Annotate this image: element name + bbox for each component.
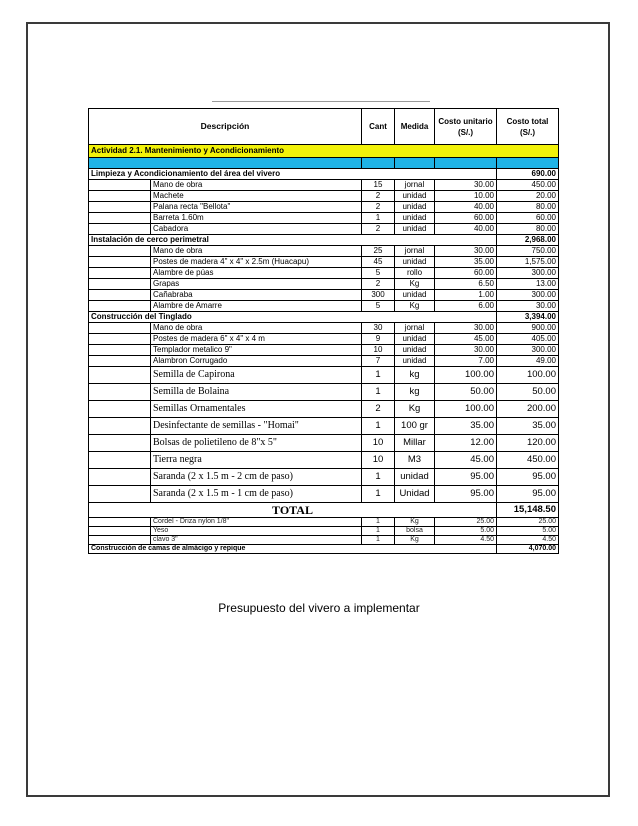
item-description: Grapas <box>151 279 362 290</box>
indent-cell <box>89 323 151 334</box>
indent-cell <box>89 384 151 401</box>
item-quantity: 1 <box>362 213 395 224</box>
item-total-cost: 300.00 <box>497 268 559 279</box>
item-total-cost: 30.00 <box>497 301 559 312</box>
section-header-row <box>89 169 559 180</box>
header-costo-total: Costo total (S/.) <box>497 109 559 145</box>
section-total: 4,070.00 <box>497 545 559 554</box>
item-unit-cost: 60.00 <box>435 213 497 224</box>
item-description: Desinfectante de semillas - "Homai" <box>151 418 362 435</box>
item-unit-cost: 7.00 <box>435 356 497 367</box>
item-quantity: 2 <box>362 401 395 418</box>
indent-cell <box>89 452 151 469</box>
item-quantity: 1 <box>362 486 395 503</box>
section-total: 3,394.00 <box>497 312 559 323</box>
table-row <box>89 202 559 213</box>
item-unit-cost: 4.50 <box>435 536 497 545</box>
item-unit-cost: 60.00 <box>435 268 497 279</box>
item-unit-cost: 95.00 <box>435 469 497 486</box>
item-description: Postes de madera 6" x 4" x 4 m <box>151 334 362 345</box>
item-quantity: 2 <box>362 279 395 290</box>
item-quantity: 5 <box>362 268 395 279</box>
item-quantity: 1 <box>362 367 395 384</box>
section-title: Instalación de cerco perimetral <box>89 235 497 246</box>
item-unit-cost: 100.00 <box>435 401 497 418</box>
item-quantity: 45 <box>362 257 395 268</box>
table-row <box>89 301 559 312</box>
item-unit: 100 gr <box>395 418 435 435</box>
item-total-cost: 405.00 <box>497 334 559 345</box>
item-unit: jornal <box>395 246 435 257</box>
item-description: Saranda (2 x 1.5 m - 2 cm de paso) <box>151 469 362 486</box>
indent-cell <box>89 527 151 536</box>
section-total: 690.00 <box>497 169 559 180</box>
item-unit: unidad <box>395 290 435 301</box>
figure-caption: Presupuesto del vivero a implementar <box>218 601 420 615</box>
item-total-cost: 20.00 <box>497 191 559 202</box>
table-row <box>89 180 559 191</box>
table-row <box>89 191 559 202</box>
item-description: Cordel - Driza nylon 1/8" <box>151 518 362 527</box>
item-description: Tierra negra <box>151 452 362 469</box>
item-total-cost: 35.00 <box>497 418 559 435</box>
item-total-cost: 13.00 <box>497 279 559 290</box>
section-header-row <box>89 235 559 246</box>
section-header-row <box>89 312 559 323</box>
item-quantity: 25 <box>362 246 395 257</box>
indent-cell <box>89 257 151 268</box>
item-quantity: 1 <box>362 518 395 527</box>
item-unit: bolsa <box>395 527 435 536</box>
section-title: Construcción del Tinglado <box>89 312 497 323</box>
item-description: Saranda (2 x 1.5 m - 1 cm de paso) <box>151 486 362 503</box>
table-row <box>89 334 559 345</box>
indent-cell <box>89 401 151 418</box>
item-unit: rollo <box>395 268 435 279</box>
table-row <box>89 257 559 268</box>
activity-row <box>89 145 559 158</box>
indent-cell <box>89 518 151 527</box>
item-unit-cost: 45.00 <box>435 452 497 469</box>
table-row <box>89 356 559 367</box>
table-header-row <box>89 109 559 145</box>
header-descripcion: Descripción <box>89 109 362 145</box>
indent-cell <box>89 213 151 224</box>
item-quantity: 10 <box>362 435 395 452</box>
item-description: Barreta 1.60m <box>151 213 362 224</box>
item-description: Yeso <box>151 527 362 536</box>
indent-cell <box>89 279 151 290</box>
item-total-cost: 450.00 <box>497 452 559 469</box>
indent-cell <box>89 418 151 435</box>
item-total-cost: 5.00 <box>497 527 559 536</box>
indent-cell <box>89 367 151 384</box>
item-quantity: 1 <box>362 536 395 545</box>
item-description: clavo 3" <box>151 536 362 545</box>
item-total-cost: 450.00 <box>497 180 559 191</box>
item-total-cost: 120.00 <box>497 435 559 452</box>
table-row <box>89 418 559 435</box>
item-total-cost: 50.00 <box>497 384 559 401</box>
item-unit: unidad <box>395 345 435 356</box>
item-total-cost: 200.00 <box>497 401 559 418</box>
item-quantity: 15 <box>362 180 395 191</box>
item-total-cost: 25.00 <box>497 518 559 527</box>
table-row <box>89 527 559 536</box>
header-costo-unitario: Costo unitario (S/.) <box>435 109 497 145</box>
blue-separator-row <box>89 158 559 169</box>
item-quantity: 1 <box>362 469 395 486</box>
item-quantity: 1 <box>362 384 395 401</box>
item-unit-cost: 35.00 <box>435 257 497 268</box>
item-unit: unidad <box>395 356 435 367</box>
item-unit-cost: 50.00 <box>435 384 497 401</box>
item-unit: Unidad <box>395 486 435 503</box>
item-description: Templador metalico 9" <box>151 345 362 356</box>
item-quantity: 2 <box>362 202 395 213</box>
table-row <box>89 435 559 452</box>
item-unit: unidad <box>395 469 435 486</box>
item-unit-cost: 6.50 <box>435 279 497 290</box>
item-unit: unidad <box>395 334 435 345</box>
indent-cell <box>89 268 151 279</box>
item-unit-cost: 1.00 <box>435 290 497 301</box>
section-title: Construcción de camas de almácigo y repique <box>89 545 497 554</box>
budget-table <box>88 108 559 554</box>
item-unit: unidad <box>395 213 435 224</box>
item-description: Mano de obra <box>151 180 362 191</box>
indent-cell <box>89 334 151 345</box>
table-row <box>89 268 559 279</box>
item-total-cost: 900.00 <box>497 323 559 334</box>
table-row <box>89 486 559 503</box>
item-unit: kg <box>395 367 435 384</box>
item-total-cost: 80.00 <box>497 224 559 235</box>
item-unit-cost: 30.00 <box>435 345 497 356</box>
table-row <box>89 323 559 334</box>
indent-cell <box>89 356 151 367</box>
item-unit-cost: 45.00 <box>435 334 497 345</box>
indent-cell <box>89 469 151 486</box>
item-description: Cabadora <box>151 224 362 235</box>
table-row <box>89 469 559 486</box>
item-description: Mano de obra <box>151 323 362 334</box>
item-quantity: 2 <box>362 191 395 202</box>
table-row <box>89 345 559 356</box>
item-quantity: 7 <box>362 356 395 367</box>
indent-cell <box>89 536 151 545</box>
table-row <box>89 246 559 257</box>
indent-cell <box>89 224 151 235</box>
item-quantity: 10 <box>362 345 395 356</box>
item-unit: Millar <box>395 435 435 452</box>
item-unit-cost: 30.00 <box>435 180 497 191</box>
grand-total-value: 15,148.50 <box>497 503 559 518</box>
item-unit-cost: 12.00 <box>435 435 497 452</box>
item-total-cost: 4.50 <box>497 536 559 545</box>
item-description: Alambron Corrugado <box>151 356 362 367</box>
item-unit: jornal <box>395 323 435 334</box>
item-description: Mano de obra <box>151 246 362 257</box>
item-description: Machete <box>151 191 362 202</box>
item-unit-cost: 25.00 <box>435 518 497 527</box>
item-quantity: 2 <box>362 224 395 235</box>
item-unit: Kg <box>395 279 435 290</box>
item-description: Alambre de Amarre <box>151 301 362 312</box>
table-row <box>89 213 559 224</box>
table-row <box>89 384 559 401</box>
indent-cell <box>89 202 151 213</box>
item-total-cost: 300.00 <box>497 345 559 356</box>
item-description: Palana recta "Bellota" <box>151 202 362 213</box>
item-unit-cost: 40.00 <box>435 202 497 213</box>
item-unit: M3 <box>395 452 435 469</box>
item-unit-cost: 5.00 <box>435 527 497 536</box>
indent-cell <box>89 191 151 202</box>
header-medida: Medida <box>395 109 435 145</box>
item-quantity: 9 <box>362 334 395 345</box>
item-unit: kg <box>395 384 435 401</box>
item-total-cost: 80.00 <box>497 202 559 213</box>
table-row <box>89 367 559 384</box>
item-total-cost: 95.00 <box>497 469 559 486</box>
item-unit-cost: 100.00 <box>435 367 497 384</box>
item-description: Semillas Ornamentales <box>151 401 362 418</box>
budget-table-container <box>88 108 558 554</box>
item-quantity: 30 <box>362 323 395 334</box>
indent-cell <box>89 301 151 312</box>
indent-cell <box>89 246 151 257</box>
grand-total-row <box>89 503 559 518</box>
indent-cell <box>89 435 151 452</box>
section-title: Limpieza y Acondicionamiento del área del vivero <box>89 169 497 180</box>
header-cant: Cant <box>362 109 395 145</box>
indent-cell <box>89 345 151 356</box>
activity-title: Actividad 2.1. Mantenimiento y Acondicionamiento <box>89 145 559 158</box>
item-description: Bolsas de polietileno de 8"x 5" <box>151 435 362 452</box>
item-description: Alambre de púas <box>151 268 362 279</box>
item-description: Semilla de Bolaina <box>151 384 362 401</box>
item-total-cost: 1,575.00 <box>497 257 559 268</box>
table-row <box>89 518 559 527</box>
item-unit: unidad <box>395 202 435 213</box>
item-total-cost: 300.00 <box>497 290 559 301</box>
table-row <box>89 452 559 469</box>
item-unit: jornal <box>395 180 435 191</box>
item-total-cost: 100.00 <box>497 367 559 384</box>
item-unit: unidad <box>395 224 435 235</box>
item-unit: Kg <box>395 536 435 545</box>
item-unit: unidad <box>395 191 435 202</box>
table-row <box>89 279 559 290</box>
item-total-cost: 95.00 <box>497 486 559 503</box>
item-unit: Kg <box>395 301 435 312</box>
item-total-cost: 49.00 <box>497 356 559 367</box>
item-unit-cost: 6.00 <box>435 301 497 312</box>
item-description: Semilla de Capirona <box>151 367 362 384</box>
item-total-cost: 750.00 <box>497 246 559 257</box>
table-row <box>89 224 559 235</box>
indent-cell <box>89 180 151 191</box>
item-unit: Kg <box>395 401 435 418</box>
item-unit-cost: 95.00 <box>435 486 497 503</box>
budget-table-body <box>89 145 559 554</box>
item-total-cost: 60.00 <box>497 213 559 224</box>
grand-total-label: TOTAL <box>89 503 497 518</box>
indent-cell <box>89 290 151 301</box>
item-unit-cost: 35.00 <box>435 418 497 435</box>
item-quantity: 300 <box>362 290 395 301</box>
item-quantity: 1 <box>362 527 395 536</box>
item-unit: Kg <box>395 518 435 527</box>
table-row <box>89 290 559 301</box>
item-quantity: 5 <box>362 301 395 312</box>
item-description: Postes de madera 4" x 4" x 2.5m (Huacapu) <box>151 257 362 268</box>
indent-cell <box>89 486 151 503</box>
item-unit-cost: 30.00 <box>435 246 497 257</box>
section-total: 2,968.00 <box>497 235 559 246</box>
item-unit-cost: 10.00 <box>435 191 497 202</box>
header-rule <box>212 101 430 102</box>
table-row <box>89 401 559 418</box>
item-description: Cañabraba <box>151 290 362 301</box>
item-unit-cost: 40.00 <box>435 224 497 235</box>
table-row <box>89 536 559 545</box>
item-quantity: 1 <box>362 418 395 435</box>
section-header-row <box>89 545 559 554</box>
item-unit-cost: 30.00 <box>435 323 497 334</box>
item-unit: unidad <box>395 257 435 268</box>
item-quantity: 10 <box>362 452 395 469</box>
